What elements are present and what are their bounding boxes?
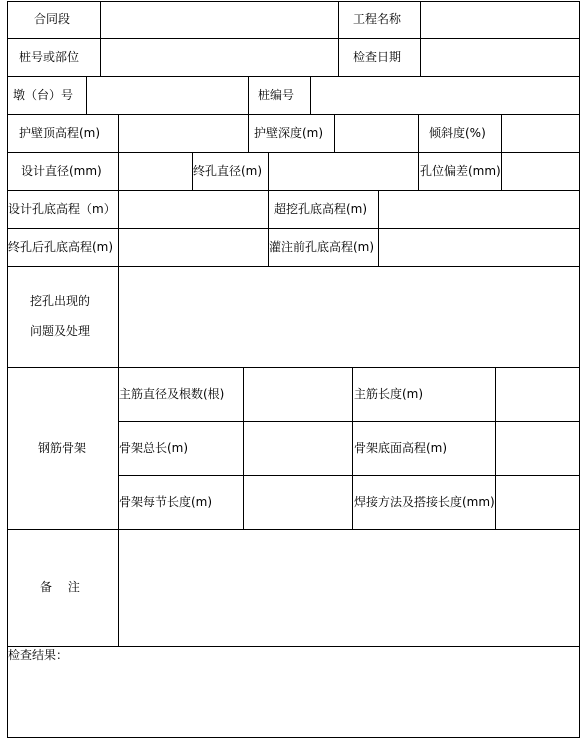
rule-v-r5-d: [418, 152, 419, 191]
design-diameter-value[interactable]: [119, 153, 192, 190]
weld-method-lap-value[interactable]: [496, 476, 579, 529]
label-pile-no: 桩编号: [258, 88, 295, 102]
inspection-result-value[interactable]: [8, 664, 579, 737]
label-cage-total-length: 骨架总长(m): [119, 441, 189, 455]
label-pier-no: 墩（台）号: [13, 88, 74, 102]
label-cage-section-length: 骨架每节长度(m): [119, 495, 213, 509]
cage-bottom-elev-value[interactable]: [496, 422, 579, 475]
overdig-bottom-elev-value[interactable]: [379, 191, 579, 228]
label-pile-or-location: 桩号或部位: [19, 50, 80, 64]
rule-v-r4-b: [248, 114, 249, 153]
rule-v-r12-b: [338, 1, 339, 77]
rule-row3: [7, 114, 580, 115]
label-inspection-result: 检查结果：: [8, 648, 69, 662]
label-main-bar-length: 主筋长度(m): [354, 387, 424, 401]
label-remarks: 备 注: [40, 580, 80, 594]
label-rebar-cage: 钢筋骨架: [38, 441, 87, 455]
inspection-date-value[interactable]: [421, 39, 579, 76]
cage-total-length-value[interactable]: [244, 422, 352, 475]
design-bottom-elev-value[interactable]: [119, 191, 268, 228]
main-bar-dia-count-value[interactable]: [244, 368, 352, 421]
label-issues-line1: 挖孔出现的: [30, 294, 91, 308]
label-final-hole-diameter: 终孔直径(m): [193, 164, 263, 178]
wall-top-elev-value[interactable]: [119, 115, 248, 152]
label-contract-section: 合同段: [34, 12, 71, 26]
inclination-value[interactable]: [502, 115, 579, 152]
hole-position-deviation-value[interactable]: [502, 153, 579, 190]
label-wall-depth: 护壁深度(m): [254, 126, 324, 140]
label-wall-top-elev: 护壁顶高程(m): [19, 126, 101, 140]
rule-v-r3-b: [248, 76, 249, 115]
cage-section-length-value[interactable]: [244, 476, 352, 529]
wall-depth-value[interactable]: [335, 115, 418, 152]
label-inclination: 倾斜度(%): [429, 126, 486, 140]
main-bar-length-value[interactable]: [496, 368, 579, 421]
label-cage-bottom-elev: 骨架底面高程(m): [354, 441, 448, 455]
pre-pour-bottom-elev-value[interactable]: [379, 229, 579, 266]
label-project-name: 工程名称: [353, 12, 402, 26]
label-weld-method-lap: 焊接方法及搭接长度(mm): [354, 495, 495, 509]
rule-v-r4-d: [418, 114, 419, 153]
project-name-value[interactable]: [421, 2, 579, 38]
final-bottom-elev-value[interactable]: [119, 229, 268, 266]
label-hole-position-deviation: 孔位偏差(mm): [420, 164, 501, 178]
label-final-bottom-elev: 终孔后孔底高程(m): [8, 240, 114, 254]
pier-no-value[interactable]: [87, 77, 248, 114]
contract-section-value[interactable]: [101, 2, 338, 38]
pile-no-value[interactable]: [311, 77, 579, 114]
label-issues-line2: 问题及处理: [30, 324, 91, 338]
rule-bottom: [7, 737, 580, 738]
remarks-value[interactable]: [119, 530, 579, 646]
label-design-bottom-elev: 设计孔底高程（m）: [8, 202, 116, 216]
issues-value[interactable]: [119, 267, 579, 367]
rule-v-r67-b: [268, 190, 269, 267]
rule-v-cage-b: [352, 367, 353, 530]
final-hole-diameter-value[interactable]: [269, 153, 418, 190]
label-main-bar-dia-count: 主筋直径及根数(根): [119, 387, 225, 401]
rule-row10: [7, 646, 580, 647]
rule-left: [7, 1, 8, 738]
label-overdig-bottom-elev: 超挖孔底高程(m): [274, 202, 368, 216]
rule-right: [579, 1, 580, 738]
label-pre-pour-bottom-elev: 灌注前孔底高程(m): [269, 240, 375, 254]
label-design-diameter: 设计直径(mm): [21, 164, 102, 178]
label-inspection-date: 检查日期: [353, 50, 402, 64]
pile-or-location-value[interactable]: [101, 39, 338, 76]
